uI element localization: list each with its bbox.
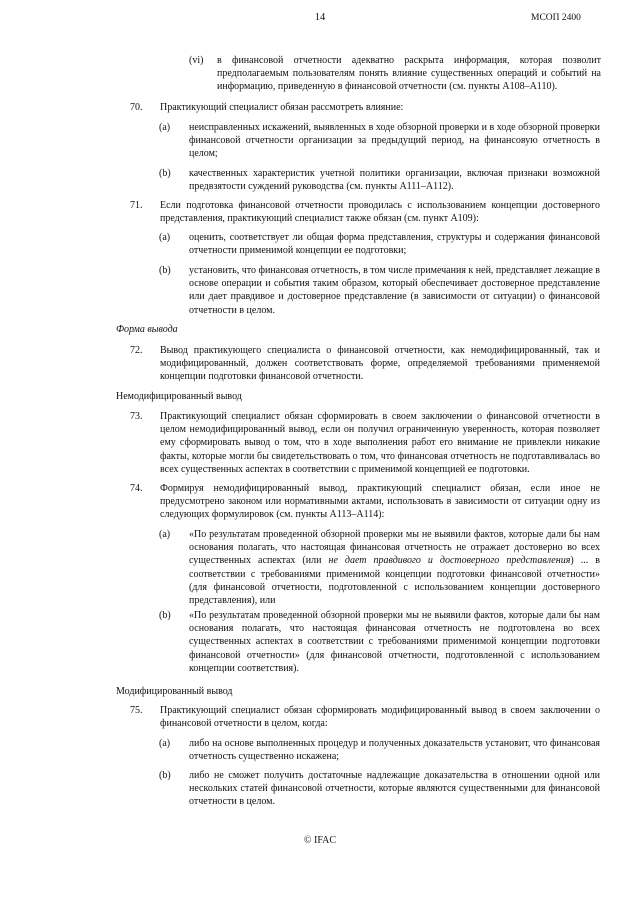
paragraph-number: 70. — [130, 102, 143, 113]
footer-copyright: © IFAC — [303, 835, 337, 846]
paragraph-number: 73. — [130, 411, 143, 422]
paragraph-text: установить, что финансовая отчетность, в том числе примечания к ней, представляет лежащие в основе операции и события таким образом, который обеспечивает достоверное представление или дает правдивое и достоверное представление (в зависимости от ситуации) о финансовой отчетности в целом. — [189, 265, 601, 316]
paragraph-text: оценить, соответствует ли общая форма представления, структуры и содержания финансовой отчетности применимой концепции ее подготовки; — [189, 232, 600, 257]
document-code: МСОП 2400 — [531, 13, 581, 23]
item-letter: (a) — [159, 232, 171, 243]
paragraph-text: Практикующий специалист обязан сформировать модифицированный вывод в своем заключении о финансовой отчетности в целом, когда: — [160, 705, 600, 730]
paragraph-text: Вывод практикующего специалиста о финансовой отчетности, как немодифицированный, так и модифицированный, должен соответствовать форме, определяемой требованиями применяемой концепции подготовки финансовой отчетности. — [160, 345, 600, 383]
item-letter: (b) — [159, 610, 171, 621]
item-letter: (a) — [159, 738, 171, 749]
paragraph-text: либо на основе выполненных процедур и полученных доказательств установит, что финансовая отчетность существенно искажена; — [189, 738, 600, 763]
paragraph-number: 72. — [130, 345, 143, 356]
paragraph-text — [189, 528, 600, 607]
paragraph-text: либо не сможет получить достаточные надлежащие доказательства в отношении одной или нескольких статей финансовой отчетности, которые являются существенными для финансовой отчетности в целом. — [189, 770, 600, 808]
quote-emphasis: не дает правдивого и достоверного представления — [328, 555, 571, 567]
paragraph-text: «По результатам проведенной обзорной проверки мы не выявили фактов, которые дали бы нам основания полагать, что настоящая финансовая отчетность не подготовлена во всех существенных аспектах в соответствии с требованиями применимой концепции подготовки финансовой отчетности» (для финансовой отчетности, подготовленной с использованием концепции соответствия). — [189, 610, 600, 674]
item-number: (vi) — [189, 55, 204, 66]
item-letter: (b) — [159, 265, 171, 276]
section-heading: Немодифицированный вывод — [116, 391, 242, 402]
item-letter: (b) — [159, 770, 171, 781]
page-number: 14 — [314, 12, 326, 23]
item-letter: (a) — [159, 529, 171, 540]
quote-text: «По результатам проведенной обзорной проверки мы не выявили фактов, которые дали бы нам основания полагать, что настоящая финансовая отчетность не отражает достоверно во всех существенных аспектах (или — [189, 529, 600, 567]
paragraph-text: Практикующий специалист обязан сформировать в своем заключении о финансовой отчетности в целом немодифицированный вывод, если он получил ограниченную уверенность, которая позволяет ему сформировать вывод о том, что в ходе выполнения работ его внимание не привлекли никакие факты, которые могли бы свидетельствовать о том, что финансовая отчетность не подготавливалась во всех существенных аспектах в соответствии с применимой концепцией ее подготовки. — [160, 411, 600, 475]
paragraph-text: Формируя немодифицированный вывод, практикующий специалист обязан, если иное не предусмотрено законом или нормативными актами, использовать в зависимости от ситуации одну из следующих формулировок (см. пункты A113–A114): — [160, 483, 600, 521]
paragraph-number: 74. — [130, 483, 143, 494]
paragraph-number: 75. — [130, 705, 143, 716]
section-heading: Модифицированный вывод — [116, 686, 233, 697]
item-letter: (a) — [159, 122, 171, 133]
paragraph-text: качественных характеристик учетной политики организации, включая признаки возможной предвзятости суждений руководства (см. пункты A111–A112). — [189, 168, 600, 193]
paragraph-text: неисправленных искажений, выявленных в ходе обзорной проверки и в ходе обзорной проверки финансовой отчетности организации за предыдущий период, на финансовую отчетность в целом; — [189, 122, 600, 160]
paragraph-text: Практикующий специалист обязан рассмотреть влияние: — [160, 102, 404, 113]
item-letter: (b) — [159, 168, 171, 179]
paragraph-number: 71. — [130, 200, 143, 211]
paragraph-text: в финансовой отчетности адекватно раскрыта информация, которая позволит предполагаемым пользователям понять влияние существенных операций и событий на информацию, приведенную в финансовой отчетности (см. пункты A108–A110). — [217, 55, 601, 93]
quote-text: ) ... в соответствии с требованиями применимой концепции подготовки финансовой отчетности» (для финансовой отчетности, подготовленной с использованием концепции достоверного представления), или — [189, 555, 600, 607]
section-heading: Форма вывода — [116, 324, 178, 335]
paragraph-text: Если подготовка финансовой отчетности проводилась с использованием концепции достоверного представления, практикующий специалист также обязан (см. пункт A109): — [160, 200, 600, 225]
